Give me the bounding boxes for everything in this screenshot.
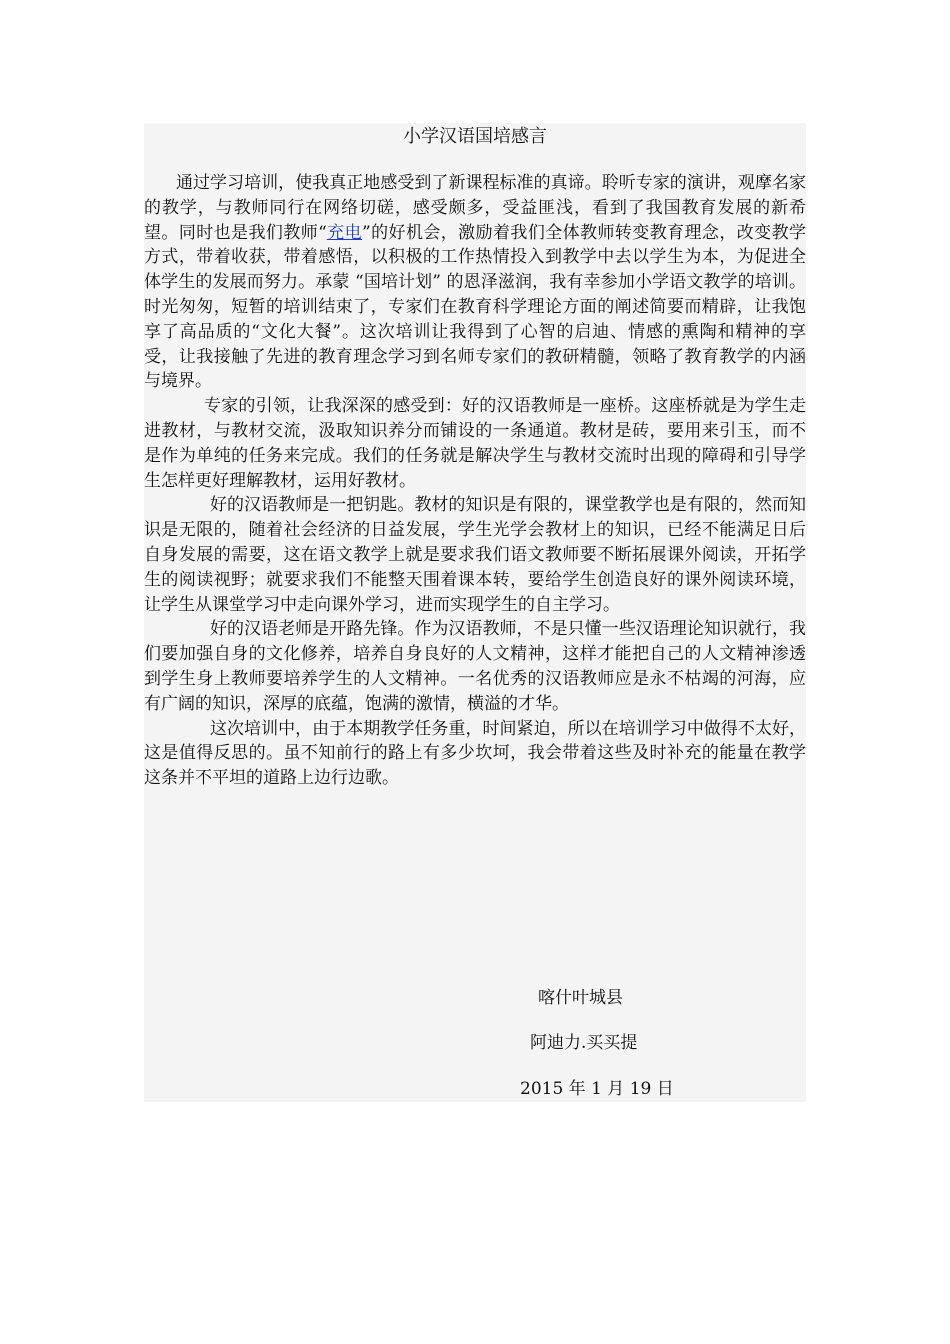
- paragraph-1-text-start: 通过学习培训，使我真正地感受到了新课程标准的真谛。聆听专家的演讲，观摩名家的教学，与教师同行在网络切磋，感受颇多，受益匪浅，看到了我国教育发展的新希望。同时也是我们教师“: [144, 173, 806, 243]
- paragraph-1: [144, 171, 806, 394]
- signature-name: 阿迪力.买买提: [530, 1033, 638, 1053]
- charging-link[interactable]: 充电: [326, 222, 363, 243]
- paragraph-3: 好的汉语教师是一把钥匙。教材的知识是有限的，课堂教学也是有限的，然而知识是无限的，随着社会经济的日益发展，学生光学会教材上的知识，已经不能满足日后自身发展的需要，这在语文教学上就是要求我们语文教师要不断拓展课外阅读，开拓学生的阅读视野；就要求我们不能整天围着课本转，要给学生创造良好的课外阅读环境，让学生从课堂学习中走向课外学习，进而实现学生的自主学习。: [144, 495, 806, 615]
- document-title: 小学汉语国培感言: [403, 126, 547, 147]
- paragraph-4: 好的汉语老师是开路先锋。作为汉语教师，不是只懂一些汉语理论知识就行，我们要加强自身的文化修养，培养自身良好的人文精神，这样才能把自己的人文精神渗透到学生身上教师要培养学生的人文精神。一名优秀的汉语教师应是永不枯竭的河海，应有广阔的知识，深厚的底蕴，饱满的激情，横溢的才华。: [144, 619, 806, 714]
- paragraph-2: 专家的引领，让我深深的感受到：好的汉语教师是一座桥。这座桥就是为学生走进教材，与教材交流，汲取知识养分而铺设的一条通道。教材是砖，要用来引玉，而不是作为单纯的任务来完成。我们的任务就是解决学生与教材交流时出现的障碍和引导学生怎样更好理解教材，运用好教材。: [144, 396, 806, 491]
- signature-date: 2015 年 1 月 19 日: [520, 1079, 674, 1099]
- paragraph-1-text-end: ”的好机会，激励着我们全体教师转变教育理念，改变教学方式，带着收获，带着感悟，以积极的工作热情投入到教学中去以学生为本，为促进全体学生的发展而努力。承蒙 “国培计划” 的恩泽滋润，我有幸参加小学语文教学的培训。时光匆匆，短暂的培训结束了，专家们在教育科学理论方面的阐述简要而精辟，让我饱享了高品质的“文化大餐”。这次培训让我得到了心智的启迪、情感的熏陶和精神的享受，让我接触了先进的教育理念学习到名师专家们的教研精髓，领略了教育教学的内涵与境界。: [144, 222, 806, 392]
- document-content-area: [144, 123, 806, 1102]
- paragraph-5: 这次培训中，由于本期教学任务重，时间紧迫，所以在培训学习中做得不太好，这是值得反思的。虽不知前行的路上有多少坎坷，我会带着这些及时补充的能量在教学这条并不平坦的道路上边行边歌。: [144, 718, 806, 789]
- signature-county: 喀什叶城县: [538, 988, 623, 1008]
- document-body: [144, 171, 806, 791]
